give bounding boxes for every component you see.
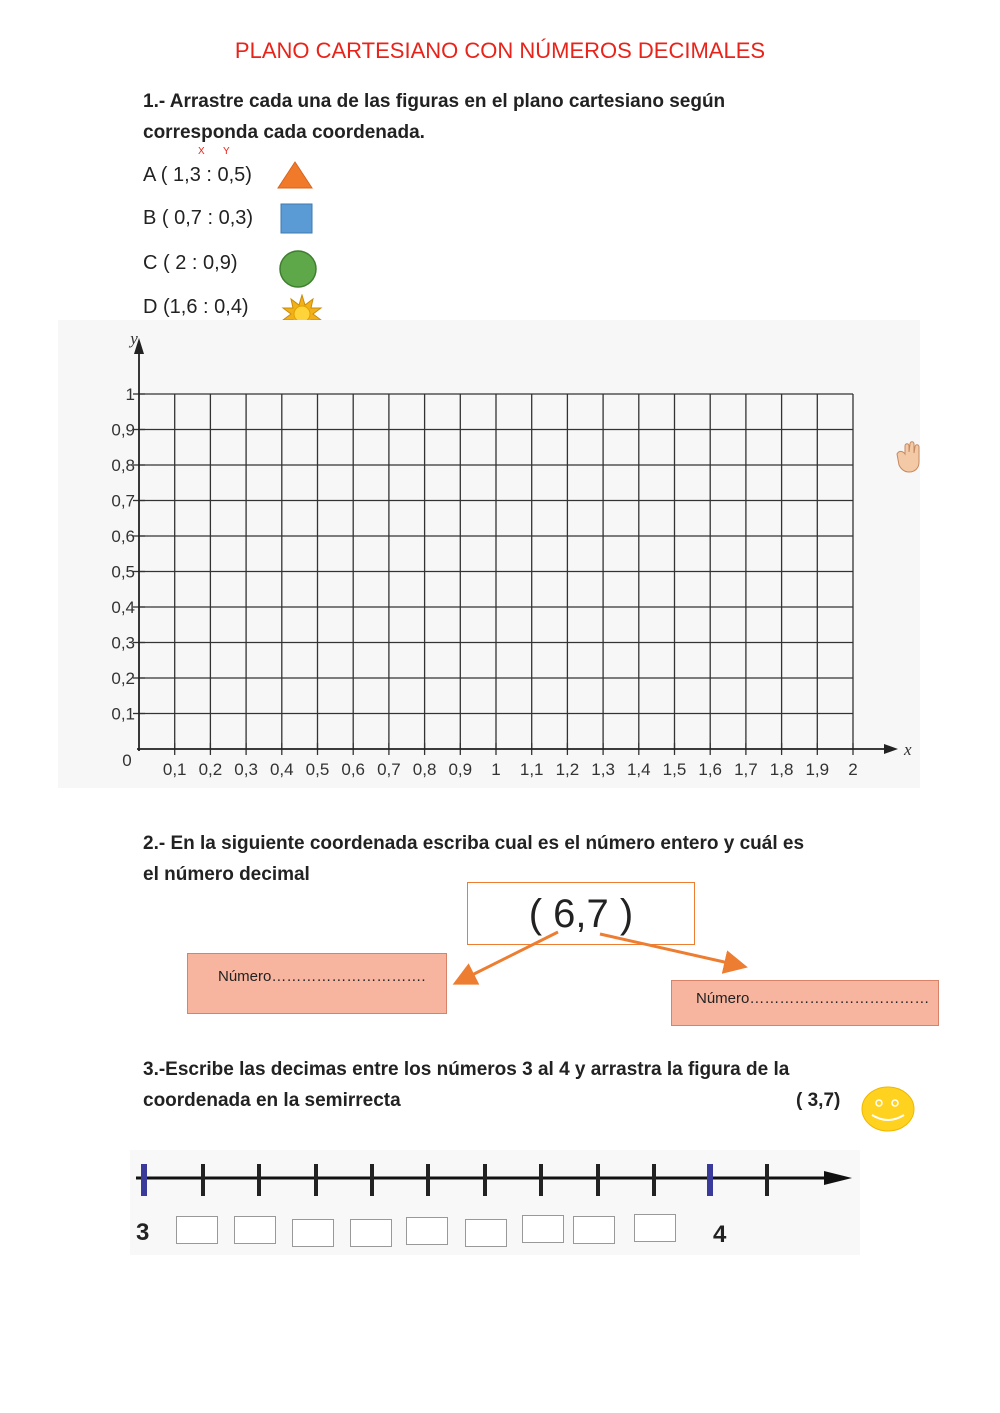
x-tick-label: 1,6 <box>698 760 723 779</box>
decimal-answer-slot[interactable] <box>522 1215 564 1243</box>
x-tick-label: 1,8 <box>769 760 794 779</box>
y-tick-label: 0,7 <box>111 491 135 511</box>
question-3-coordinate: ( 3,7) <box>796 1090 841 1111</box>
x-tick-label: 2 <box>848 760 858 779</box>
question-1-line-2: corresponda cada coordenada. <box>143 122 425 143</box>
coordinate-value: ( 6,7 ) <box>528 892 634 936</box>
x-tick-label: 0,2 <box>198 760 223 779</box>
x-tick-label: 0,8 <box>412 760 437 779</box>
coordinate-c: C ( 2 : 0,9) <box>143 252 238 274</box>
x-axis-label: x <box>904 740 912 759</box>
decimal-answer-slot[interactable] <box>350 1219 392 1247</box>
question-2-line-2: el número decimal <box>143 864 310 885</box>
y-tick-label: 1 <box>125 385 135 404</box>
coordinate-b: B ( 0,7 : 0,3) <box>143 207 254 229</box>
smiley-icon[interactable] <box>860 1085 916 1133</box>
arrows <box>440 920 760 1000</box>
y-marker: Y <box>223 146 230 157</box>
arrow-left <box>458 932 558 982</box>
question-3-line-1: 3.-Escribe las decimas entre los números 3 al 4 y arrastra la figura de la <box>143 1059 790 1080</box>
x-tick-label: 1,7 <box>734 760 758 779</box>
y-tick-label: 0,3 <box>111 633 135 653</box>
integer-answer-box[interactable]: Número…………………………. <box>187 953 447 1014</box>
x-tick-label: 0,5 <box>305 760 330 779</box>
x-tick-label: 1,4 <box>626 760 651 779</box>
x-tick-label: 1,9 <box>805 760 830 779</box>
cartesian-plane <box>0 320 1000 800</box>
question-1-line-1: 1.- Arrastre cada una de las figuras en el plano cartesiano según <box>143 91 726 112</box>
y-axis-label: y <box>130 329 138 348</box>
x-tick-label: 0,3 <box>234 760 258 779</box>
decimal-answer-slot[interactable] <box>234 1216 276 1244</box>
page-title: PLANO CARTESIANO CON NÚMEROS DECIMALES <box>234 38 766 63</box>
x-tick-label: 1,5 <box>662 760 687 779</box>
y-tick-label: 0,1 <box>111 704 135 724</box>
x-tick-label: 0,4 <box>269 760 294 779</box>
coordinate-a: A ( 1,3 : 0,5) <box>143 164 252 186</box>
y-tick-label: 0,6 <box>111 527 135 546</box>
label-4: 4 <box>713 1221 727 1248</box>
decimal-answer-box[interactable]: Número……………………………… <box>671 980 939 1026</box>
decimal-answer-slot[interactable] <box>573 1216 615 1244</box>
y-tick-label: 0,2 <box>111 669 135 688</box>
x-marker: X <box>198 146 205 157</box>
question-3-line-2: coordenada en la semirrecta <box>143 1090 401 1111</box>
x-tick-label: 1,2 <box>555 760 580 779</box>
decimal-answer-slot[interactable] <box>465 1219 507 1247</box>
question-2-line-1: 2.- En la siguiente coordenada escriba cual es el número entero y cuál es <box>143 833 805 854</box>
circle-icon[interactable] <box>278 249 318 289</box>
decimal-answer-slot[interactable] <box>176 1216 218 1244</box>
x-tick-label: 1,1 <box>519 760 544 779</box>
x-tick-label: 0,9 <box>448 760 473 779</box>
x-tick-label: 1 <box>491 760 501 779</box>
coordinate-d: D (1,6 : 0,4) <box>143 296 249 318</box>
arrow-right <box>600 934 742 966</box>
origin-label: 0 <box>122 751 132 770</box>
x-tick-label: 0,7 <box>377 760 401 779</box>
decimal-answer-slot[interactable] <box>634 1214 676 1242</box>
x-tick-label: 1,3 <box>591 760 615 779</box>
x-tick-label: 0,1 <box>162 760 187 779</box>
decimal-answer-slot[interactable] <box>292 1219 334 1247</box>
square-icon[interactable] <box>280 203 314 235</box>
y-tick-label: 0,8 <box>111 456 135 475</box>
hand-icon <box>893 440 925 474</box>
y-tick-label: 0,5 <box>111 562 135 582</box>
triangle-icon[interactable] <box>276 160 314 190</box>
label-3: 3 <box>136 1219 150 1246</box>
y-tick-label: 0,4 <box>111 598 135 617</box>
decimal-answer-slot[interactable] <box>406 1217 448 1245</box>
y-tick-label: 0,9 <box>111 420 135 440</box>
x-tick-label: 0,6 <box>341 760 366 779</box>
